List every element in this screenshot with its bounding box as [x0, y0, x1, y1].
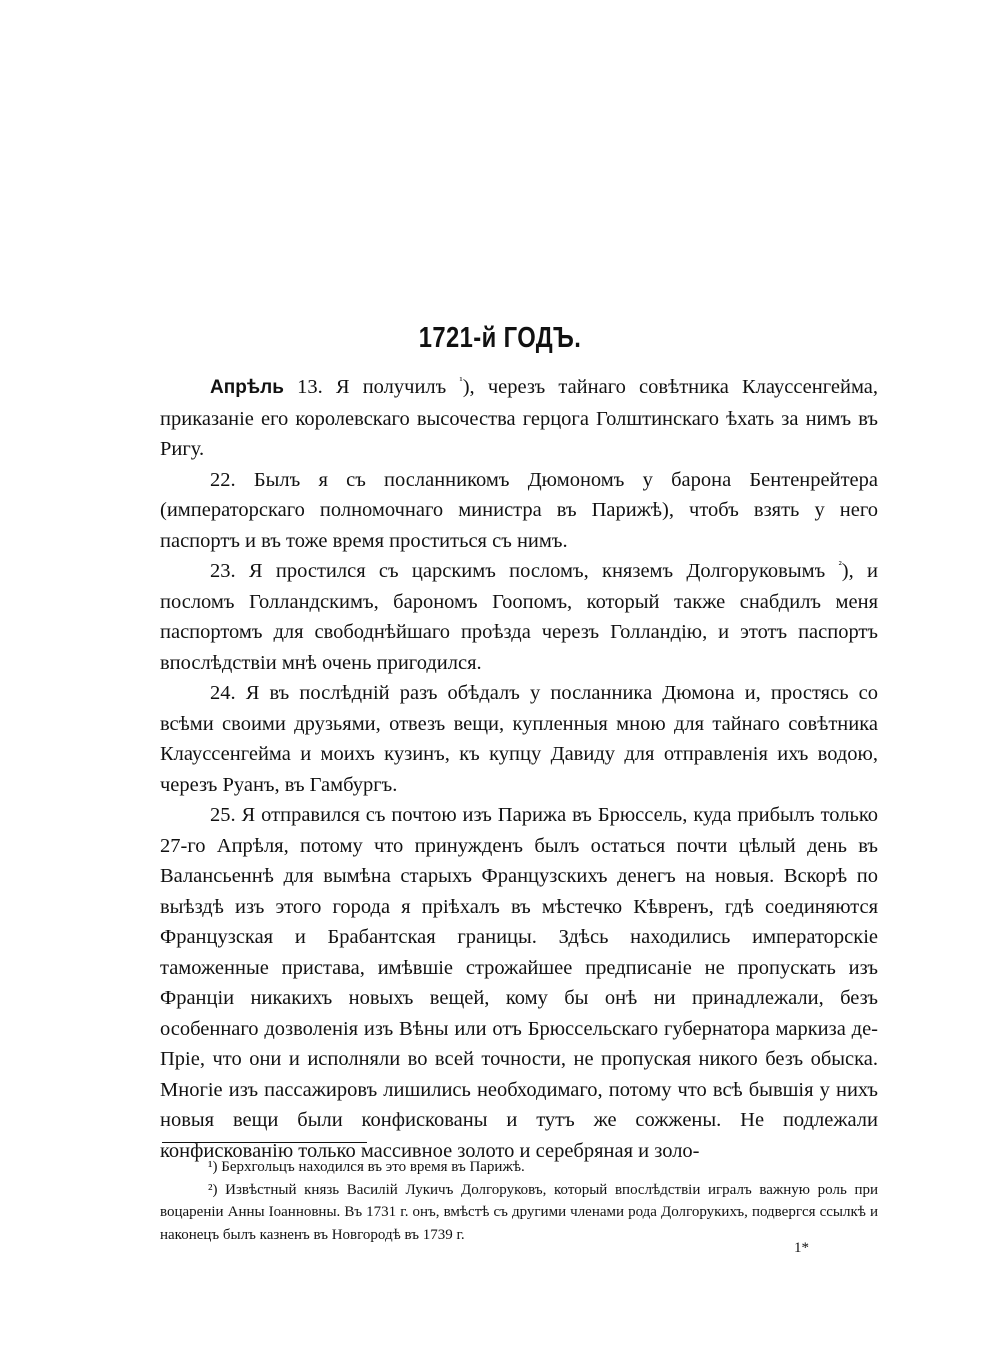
- entry-april-22: 22. Былъ я съ посланникомъ Дюмономъ у барона Бентенрейтера (императорскаго полномочнаго министра въ Парижѣ), чтобъ взять у него паспортъ и въ тоже время проститься съ нимъ.: [160, 468, 878, 552]
- footnote-ref-1: ¹: [459, 375, 463, 387]
- chapter-heading: 1721-й ГОДЪ.: [418, 322, 582, 354]
- entry-text: ), черезъ тайнаго совѣтника Клауссенгейма, приказаніе его королевскаго высочества герцога Голштинскаго ѣхать за нимъ въ Ригу.: [160, 376, 879, 460]
- entry-text: 13. Я получилъ: [283, 376, 460, 398]
- entry-april-13: [160, 372, 878, 465]
- entry-april-24: 24. Я въ послѣдній разъ обѣдалъ у посланника Дюмона и, простясь со всѣми своими друзьями, отвезъ вещи, купленныя мною для тайнаго совѣтника Клауссенгейма и моихъ кузинъ, къ купцу Давиду для отправленія ихъ водою, черезъ Руанъ, въ Гамбургъ.: [160, 682, 878, 796]
- footnote-ref-2: ²: [838, 559, 842, 571]
- footnote-divider: [162, 1142, 367, 1143]
- entry-april-23: [160, 556, 878, 678]
- footnote-2: ²) Извѣстный князь Василій Лукичъ Долгоруковъ, который впослѣдствіи игралъ важную роль при воцареніи Анны Іоанновны. Въ 1731 г. онъ, вмѣстѣ съ другими членами рода Долгорукихъ, подвергся ссылкѣ и наконецъ былъ казненъ въ Новгородѣ въ 1739 г.: [160, 1181, 878, 1243]
- diary-text: [160, 372, 878, 1166]
- entry-text: 23. Я простился съ царскимъ посломъ, княземъ Долгоруковымъ: [210, 560, 839, 582]
- entry-april-25: 25. Я отправился съ почтою изъ Парижа въ Брюссель, куда прибылъ только 27-го Апрѣля, потому что принужденъ былъ остаться почти цѣлый день въ Валансьеннѣ для вымѣна старыхъ Французскихъ денегъ на новыя. Вскорѣ по выѣздѣ изъ этого города я пріѣхалъ въ мѣстечко Кѣвренъ, гдѣ соединяются Французская и Брабантская границы. Здѣсь находились императорскіе таможенные пристава, имѣвшіе строжайшее предписаніе не пропускать изъ Франціи никакихъ новыхъ вещей, кому бы онѣ ни принадлежали, безъ особеннаго дозволенія изъ Вѣны или отъ Брюссельскаго губернатора маркиза де-Пріе, что они и исполняли во всей точности, не пропуская никого безъ обыска. Многіе изъ пассажировъ лишились необходимаго, потому что всѣ бывшія у нихъ новыя вещи были конфискованы и тутъ же сожжены. Не подлежали конфискованію только массивное золото и серебряная и золо-: [160, 804, 878, 1162]
- footnote-1: ¹) Берхгольцъ находился въ это время въ Парижѣ.: [208, 1159, 525, 1175]
- entry-text: ), и посломъ Голландскимъ, барономъ Гоопомъ, который также снабдилъ меня паспортомъ для свободнѣйшаго проѣзда черезъ Голландію, и этотъ паспортъ впослѣдствіи мнѣ очень пригодился.: [160, 560, 878, 674]
- month-label: Апрѣль: [210, 377, 284, 398]
- signature-mark: 1*: [794, 1240, 809, 1256]
- footnotes: [160, 1156, 878, 1246]
